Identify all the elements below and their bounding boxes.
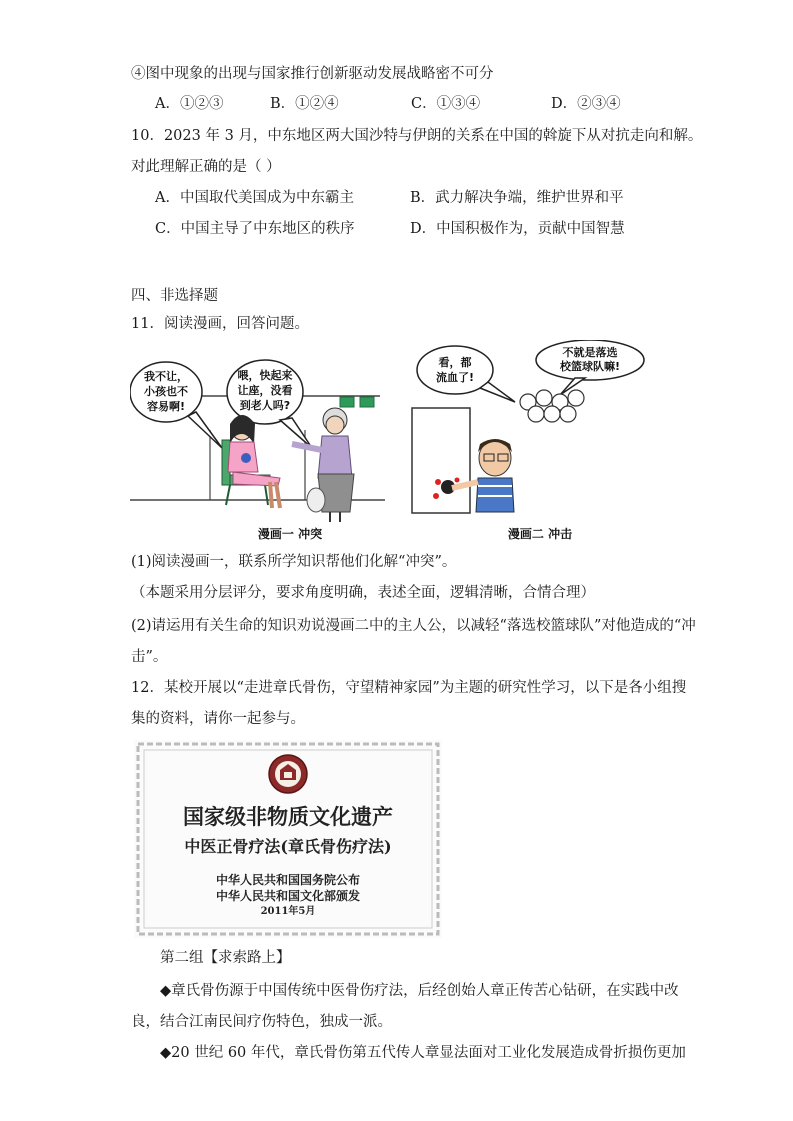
q9-choice-a: A．①②③ xyxy=(155,96,224,112)
comic2-bubble-left-line1: 看，都 xyxy=(438,356,472,369)
q11-part1: (1)阅读漫画一，联系所学知识帮他们化解“冲突”。 xyxy=(131,554,457,570)
group2-p1-line2: 良，结合江南民间疗伤特色，独成一派。 xyxy=(131,1014,392,1030)
q11-note: （本题采用分层评分，要求角度明确，表述全面，逻辑清晰，合情合理） xyxy=(131,585,595,601)
comic2-bubble-left-line2: 流血了! xyxy=(435,371,475,384)
group2-title: 第二组【求索路上】 xyxy=(160,950,291,966)
comic1-bubble-right-line1: 喂，快起来 xyxy=(237,369,293,382)
group2-p2-line1: ◆20 世纪 60 年代，章氏骨伤第五代传人章显法面对工业化发展造成骨折损伤更加 xyxy=(160,1045,686,1061)
comic-illustrations xyxy=(130,340,670,545)
group2-p1-line1: ◆章氏骨伤源于中国传统中医骨伤疗法，后经创始人章正传苦心钻研，在实践中改 xyxy=(160,983,679,999)
q9-choice-c: C．①③④ xyxy=(411,96,481,112)
emblem-icon xyxy=(269,755,307,793)
q10-choice-a: A．中国取代美国成为中东霸主 xyxy=(155,190,354,206)
comic-two xyxy=(412,340,644,541)
q11-stem: 11．阅读漫画，回答问题。 xyxy=(131,316,309,332)
comic1-bubble-left-line1: 我不让， xyxy=(144,370,188,383)
certificate-issuer1: 中华人民共和国国务院公布 xyxy=(215,873,361,887)
comic-one xyxy=(130,360,385,541)
heritage-certificate xyxy=(134,740,442,938)
certificate-subtitle: 中医正骨疗法(章氏骨伤疗法) xyxy=(184,837,392,856)
comic2-bubble-right-line2: 校篮球队嘛! xyxy=(559,360,621,373)
old-woman-figure xyxy=(292,408,354,522)
crowd-figures xyxy=(520,390,584,422)
girl-figure xyxy=(228,415,280,508)
comic1-caption: 漫画一 冲突 xyxy=(257,527,323,541)
q10-choice-d: D．中国积极作为，贡献中国智慧 xyxy=(410,221,625,237)
q10-stem-line1: 10．2023 年 3 月，中东地区两大国沙特与伊朗的关系在中国的斡旋下从对抗走向和解。 xyxy=(131,128,703,144)
comic1-bubble-left-line3: 容易啊! xyxy=(146,400,186,413)
certificate-issuer2: 中华人民共和国文化部颁发 xyxy=(215,889,361,903)
q9-option-4: ④图中现象的出现与国家推行创新驱动发展战略密不可分 xyxy=(131,66,494,82)
q9-choice-d: D．②③④ xyxy=(551,96,621,112)
q10-choice-b: B．武力解决争端，维护世界和平 xyxy=(410,190,624,206)
comic1-bubble-right-line3: 到老人吗? xyxy=(239,399,291,412)
comic1-bubble-left-line2: 小孩也不 xyxy=(144,385,188,398)
q11-part2-line1: (2)请运用有关生命的知识劝说漫画二中的主人公，以减轻“落选校篮球队”对他造成的“冲 xyxy=(131,618,696,634)
section-title: 四、非选择题 xyxy=(131,288,218,304)
q10-choice-c: C．中国主导了中东地区的秩序 xyxy=(155,221,355,237)
comic2-bubble-right-line1: 不就是落选 xyxy=(562,346,618,359)
q10-stem-line2: 对此理解正确的是（ ） xyxy=(131,159,281,175)
q9-choice-b: B．①②④ xyxy=(270,96,339,112)
comic2-caption: 漫画二 冲击 xyxy=(507,527,573,541)
q12-stem-line2: 集的资料，请你一起参与。 xyxy=(131,711,305,727)
certificate-date: 2011年5月 xyxy=(260,906,316,917)
q12-stem-line1: 12．某校开展以“走进章氏骨伤，守望精神家园”为主题的研究性学习，以下是各小组搜 xyxy=(131,680,687,696)
comic1-bubble-right-line2: 让座，没看 xyxy=(237,384,293,397)
q11-part2-line2: 击”。 xyxy=(131,649,168,665)
certificate-title: 国家级非物质文化遗产 xyxy=(183,804,393,829)
wall xyxy=(412,408,470,513)
